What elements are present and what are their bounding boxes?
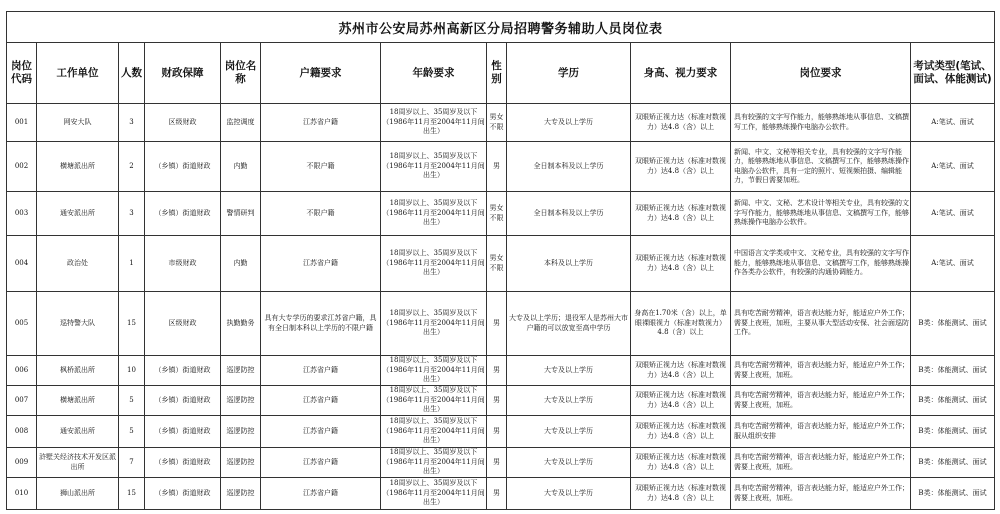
cell-unit: 通安派出所 [37, 416, 119, 448]
cell-education: 大专及以上学历 [507, 386, 631, 416]
cell-code: 004 [7, 236, 37, 292]
cell-exam: A:笔试、面试 [911, 192, 995, 236]
cell-age: 18周岁以上、35周岁及以下（1986年11月至2004年11月间出生） [381, 448, 487, 478]
table-title: 苏州市公安局苏州高新区分局招聘警务辅助人员岗位表 [7, 12, 995, 43]
cell-education: 全日制本科及以上学历 [507, 192, 631, 236]
cell-exam: A:笔试、面试 [911, 142, 995, 192]
cell-finance: （乡镇）街道财政 [145, 142, 221, 192]
cell-count: 15 [119, 478, 145, 510]
cell-physical: 双眼矫正视力达（标准对数视力）达4.8（含）以上 [631, 478, 731, 510]
cell-requirement: 具有吃苦耐劳精神，语言表达能力好，能适应户外工作；需要上夜班，加班。 [731, 448, 911, 478]
cell-finance: 区级财政 [145, 104, 221, 142]
cell-unit: 政治处 [37, 236, 119, 292]
cell-code: 010 [7, 478, 37, 510]
cell-finance: （乡镇）街道财政 [145, 448, 221, 478]
cell-code: 006 [7, 356, 37, 386]
header-position: 岗位名称 [221, 43, 261, 104]
cell-exam: B类：体能测试、面试 [911, 448, 995, 478]
cell-gender: 男 [487, 478, 507, 510]
cell-education: 全日制本科及以上学历 [507, 142, 631, 192]
cell-physical: 双眼矫正视力达（标准对数视力）达4.8（含）以上 [631, 448, 731, 478]
cell-code: 001 [7, 104, 37, 142]
cell-code: 003 [7, 192, 37, 236]
cell-exam: A:笔试、面试 [911, 236, 995, 292]
cell-age: 18周岁以上、35周岁及以下（1986年11月至2004年11月间出生） [381, 386, 487, 416]
cell-exam: B类：体能测试、面试 [911, 356, 995, 386]
cell-position: 巡逻防控 [221, 416, 261, 448]
cell-age: 18周岁以上、35周岁及以下（1986年11月至2004年11月间出生） [381, 192, 487, 236]
cell-physical: 双眼矫正视力达（标准对数视力）达4.8（含）以上 [631, 416, 731, 448]
cell-hukou: 江苏省户籍 [261, 448, 381, 478]
header-age: 年龄要求 [381, 43, 487, 104]
cell-exam: B类：体能测试、面试 [911, 478, 995, 510]
cell-unit: 狮山派出所 [37, 478, 119, 510]
cell-hukou: 不限户籍 [261, 192, 381, 236]
cell-finance: （乡镇）街道财政 [145, 386, 221, 416]
cell-position: 巡逻防控 [221, 478, 261, 510]
cell-requirement: 新闻、中文、文秘等相关专业，具有较强的文字写作能力，能够熟练地从事信息、文稿撰写工作，能够熟练操作电脑办公软件，具有一定的照片、短视频拍摄、编辑能力，节假日需要加班。 [731, 142, 911, 192]
cell-hukou: 不限户籍 [261, 142, 381, 192]
cell-hukou: 江苏省户籍 [261, 386, 381, 416]
cell-education: 大专及以上学历；退役军人是苏州大市户籍的可以放宽至高中学历 [507, 292, 631, 356]
cell-age: 18周岁以上、35周岁及以下（1986年11月至2004年11月间出生） [381, 416, 487, 448]
cell-gender: 男 [487, 356, 507, 386]
header-exam: 考试类型(笔试、面试、体能测试) [911, 43, 995, 104]
cell-exam: B类：体能测试、面试 [911, 386, 995, 416]
cell-unit: 浒墅关经济技术开发区派出所 [37, 448, 119, 478]
cell-finance: （乡镇）街道财政 [145, 356, 221, 386]
header-hukou: 户籍要求 [261, 43, 381, 104]
cell-hukou: 江苏省户籍 [261, 104, 381, 142]
cell-age: 18周岁以上、35周岁及以下（1986年11月至2004年11月间出生） [381, 104, 487, 142]
cell-hukou: 江苏省户籍 [261, 236, 381, 292]
table-row [7, 448, 995, 478]
cell-exam: B类：体能测试、面试 [911, 416, 995, 448]
cell-count: 15 [119, 292, 145, 356]
cell-position: 巡逻防控 [221, 386, 261, 416]
cell-finance: （乡镇）街道财政 [145, 416, 221, 448]
cell-physical: 双眼矫正视力达（标准对数视力）达4.8（含）以上 [631, 386, 731, 416]
cell-position: 监控调度 [221, 104, 261, 142]
cell-physical: 双眼矫正视力达（标准对数视力）达4.8（含）以上 [631, 356, 731, 386]
cell-count: 2 [119, 142, 145, 192]
header-education: 学历 [507, 43, 631, 104]
cell-code: 009 [7, 448, 37, 478]
cell-education: 大专及以上学历 [507, 104, 631, 142]
cell-count: 5 [119, 416, 145, 448]
cell-gender: 男女不限 [487, 236, 507, 292]
cell-finance: 市级财政 [145, 236, 221, 292]
cell-age: 18周岁以上、35周岁及以下（1986年11月至2004年11月间出生） [381, 478, 487, 510]
table-row [7, 142, 995, 192]
table-row [7, 356, 995, 386]
cell-hukou: 具有大专学历的要求江苏省户籍，具有全日制本科以上学历的不限户籍 [261, 292, 381, 356]
cell-finance: （乡镇）街道财政 [145, 192, 221, 236]
cell-education: 大专及以上学历 [507, 448, 631, 478]
cell-hukou: 江苏省户籍 [261, 478, 381, 510]
cell-unit: 枫桥派出所 [37, 356, 119, 386]
header-gender: 性别 [487, 43, 507, 104]
header-unit: 工作单位 [37, 43, 119, 104]
cell-gender: 男 [487, 386, 507, 416]
cell-requirement: 具有吃苦耐劳精神，语言表达能力好，能适应户外工作；需要上夜班，加班。 [731, 386, 911, 416]
cell-requirement: 具有吃苦耐劳精神，语言表达能力好，能适应户外工作；需要上夜班，加班，主要从事大型活动安保、社会面巡防工作。 [731, 292, 911, 356]
cell-requirement: 具有吃苦耐劳精神，语言表达能力好，能适应户外工作；需要上夜班，加班。 [731, 356, 911, 386]
cell-gender: 男 [487, 416, 507, 448]
cell-unit: 横塘派出所 [37, 142, 119, 192]
table-row [7, 386, 995, 416]
cell-education: 大专及以上学历 [507, 356, 631, 386]
cell-code: 005 [7, 292, 37, 356]
cell-unit: 通安派出所 [37, 192, 119, 236]
recruitment-table [6, 11, 995, 510]
cell-exam: A:笔试、面试 [911, 104, 995, 142]
cell-count: 1 [119, 236, 145, 292]
table-row [7, 104, 995, 142]
cell-physical: 双眼矫正视力达（标准对数视力）达4.8（含）以上 [631, 192, 731, 236]
cell-position: 内勤 [221, 142, 261, 192]
cell-count: 5 [119, 386, 145, 416]
cell-gender: 男 [487, 448, 507, 478]
cell-physical: 双眼矫正视力达（标准对数视力）达4.8（含）以上 [631, 236, 731, 292]
cell-requirement: 具有较强的文字写作能力，能够熟练地从事信息、文稿撰写工作，能够熟练操作电脑办公软件。 [731, 104, 911, 142]
cell-code: 008 [7, 416, 37, 448]
header-row [7, 43, 995, 104]
cell-gender: 男女不限 [487, 104, 507, 142]
cell-requirement: 中国语言文学类或中文、文秘专业，具有较强的文字写作能力，能够熟练地从事信息、文稿撰写工作，能够熟练操作各类办公软件，有较强的沟通协调能力。 [731, 236, 911, 292]
cell-physical: 双眼矫正视力达（标准对数视力）达4.8（含）以上 [631, 142, 731, 192]
cell-gender: 男女不限 [487, 192, 507, 236]
cell-age: 18周岁以上、35周岁及以下（1986年11月至2004年11月间出生） [381, 142, 487, 192]
cell-gender: 男 [487, 142, 507, 192]
cell-age: 18周岁以上、35周岁及以下（1986年11月至2004年11月间出生） [381, 236, 487, 292]
cell-education: 本科及以上学历 [507, 236, 631, 292]
cell-position: 巡逻防控 [221, 448, 261, 478]
cell-unit: 横塘派出所 [37, 386, 119, 416]
cell-education: 大专及以上学历 [507, 478, 631, 510]
cell-finance: （乡镇）街道财政 [145, 478, 221, 510]
cell-requirement: 新闻、中文、文秘、艺术设计等相关专业，具有较强的文字写作能力，能够熟练地从事信息、文稿撰写工作，能够熟练操作电脑办公软件。 [731, 192, 911, 236]
cell-count: 3 [119, 104, 145, 142]
cell-unit: 网安大队 [37, 104, 119, 142]
cell-code: 007 [7, 386, 37, 416]
cell-requirement: 具有吃苦耐劳精神，语言表达能力好，能适应户外工作；需要上夜班，加班。 [731, 478, 911, 510]
header-count: 人数 [119, 43, 145, 104]
cell-count: 3 [119, 192, 145, 236]
table-row [7, 478, 995, 510]
cell-count: 7 [119, 448, 145, 478]
cell-position: 巡逻防控 [221, 356, 261, 386]
table-row [7, 236, 995, 292]
header-finance: 财政保障 [145, 43, 221, 104]
table-row [7, 292, 995, 356]
cell-position: 内勤 [221, 236, 261, 292]
cell-physical: 双眼矫正视力达（标准对数视力）达4.8（含）以上 [631, 104, 731, 142]
table-row [7, 192, 995, 236]
cell-hukou: 江苏省户籍 [261, 356, 381, 386]
cell-finance: 区级财政 [145, 292, 221, 356]
cell-age: 18周岁以上、35周岁及以下（1986年11月至2004年11月间出生） [381, 356, 487, 386]
cell-physical: 身高在1.70米（含）以上，单眼裸眼视力（标准对数视力）4.8（含）以上 [631, 292, 731, 356]
cell-age: 18周岁以上、35周岁及以下（1986年11月至2004年11月间出生） [381, 292, 487, 356]
cell-position: 警情研判 [221, 192, 261, 236]
header-physical: 身高、视力要求 [631, 43, 731, 104]
cell-position: 执勤勤务 [221, 292, 261, 356]
cell-gender: 男 [487, 292, 507, 356]
cell-unit: 巡特警大队 [37, 292, 119, 356]
cell-exam: B类：体能测试、面试 [911, 292, 995, 356]
table-row [7, 416, 995, 448]
cell-code: 002 [7, 142, 37, 192]
cell-education: 大专及以上学历 [507, 416, 631, 448]
header-requirement: 岗位要求 [731, 43, 911, 104]
cell-requirement: 具有吃苦耐劳精神，语言表达能力好，能适应户外工作；服从组织安排 [731, 416, 911, 448]
cell-hukou: 江苏省户籍 [261, 416, 381, 448]
cell-count: 10 [119, 356, 145, 386]
header-code: 岗位代码 [7, 43, 37, 104]
